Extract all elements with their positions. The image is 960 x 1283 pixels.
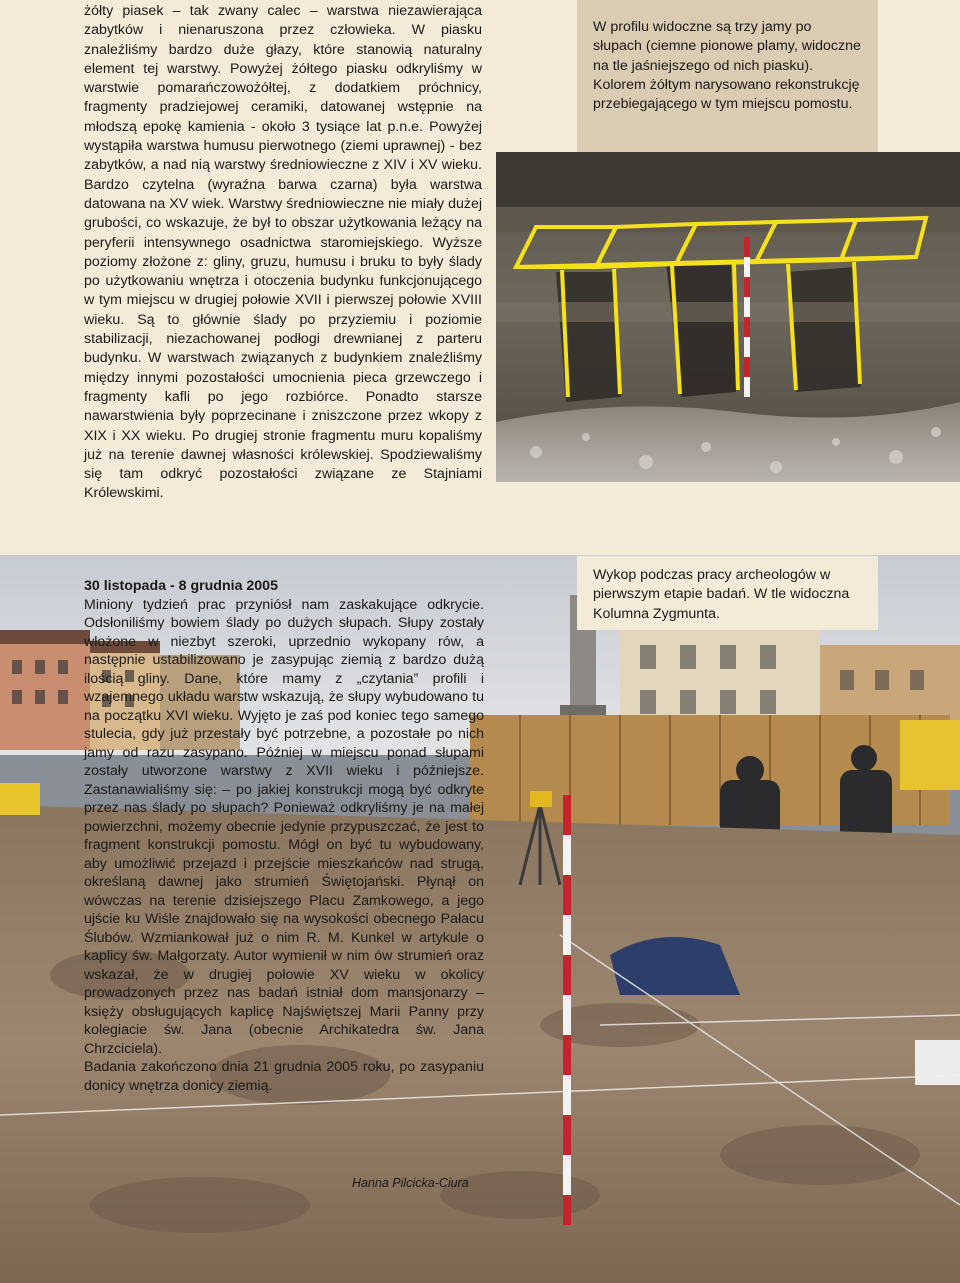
white-bucket <box>915 1040 960 1085</box>
photo-profile-drawing <box>496 152 960 482</box>
post-pit-3 <box>786 267 861 392</box>
measuring-rod <box>744 237 750 397</box>
photo-excavation-profile <box>496 152 960 482</box>
caption-square-text: Wykop podczas pracy archeologów w pierwszym etapie badań. W tle widoczna Kolumna Zygmunta. <box>593 567 850 622</box>
level-instrument <box>530 791 552 807</box>
article-text-top <box>84 2 482 504</box>
caption-profile <box>577 0 878 152</box>
caption-profile-text: W profilu widoczne są trzy jamy po słupach (ciemne pionowe plamy, widoczne na tle jaśniejszego od nich piasku). Kolorem żółtym narysowano rekonstrukcję przebiegającego w tym miejscu pomostu. <box>593 19 861 113</box>
ranging-pole <box>563 795 571 1225</box>
paragraph-conclusion: Badania zakończono dnia 21 grudnia 2005 roku, po zasypaniu donicy wnętrza donicy ziemią. <box>84 1059 484 1094</box>
yellow-box-left <box>0 783 40 815</box>
yellow-sign <box>900 720 960 790</box>
paragraph-posts: Miniony tydzień prac przyniósł nam zaskakujące odkrycie. Odsłoniliśmy bowiem ślady po dużych słupach. Słupy zostały włożone w niezbyt szeroki, uprzednio wykopany rów, a następnie ustabilizowano je zasypując ziemią z bardzo dużą ilością gliny. Dane, które mamy z „czytania” profili i wzajemnego układu warstw wskazują, że słupy wybudowano tu na początku XVI wieku. Wyjęto je zaś pod koniec tego samego stulecia, gdy już przestały być potrzebne, a pozostałe po nich jamy od razu zasypano. Później w miejscu ponad słupami zostały utworzone warstwy z XVII wieku i późniejsze. Zastanawialiśmy się: – po jakiej konstrukcji mogą być odkryte przez nas ślady po słupach? Ponieważ odkryliśmy je na małej powierzchni, możemy obecnie jedynie przypuszczać, że jest to fragment konstrukcji pomostu. Mógł on być tu wybudowany, aby umożliwić przejazd i przejście mieszkańców nad strugą, określaną dawnej jako strumień Świętojański. Płynął on wówczas na terenie dzisiejszego Placu Zamkowego, a jego ujście ku Wiśle znajdowało się na wysokości obecnego Pałacu Ślubów. Wzmiankował już o nim R. M. Kunkel w artykule o kaplicy św. Małgorzaty. Autor wymienił w nim ów strumień oraz wskazał, że w drugiej połowie XV wieku w okolicy prowadzonych przez nas badań istniał dom mansjonarzy – księży obsługujących kaplicę Najświętszej Marii Panny przy kolegiacie św. Jana (obecnie Archikatedra św. Jana Chrzciciela). <box>84 596 484 1057</box>
author-signature: Hanna Pilcicka-Ciura <box>352 1176 469 1190</box>
caption-square <box>577 556 878 630</box>
paragraph-layers: żółty piasek – tak zwany calec – warstwa niezawierająca zabytków i nienaruszona przez człowieka. W piasku znaleźliśmy bardzo duże głazy, które stanowią naturalny element tej warstwy. Powyżej żółtego piasku odkryliśmy w warstwie pomarańczowożółtej, z dodatkiem próchnicy, fragmenty pradziejowej ceramiki, datowanej wstępnie na młodszą epokę kamienia - około 3 tysiące lat p.n.e. Powyżej wystąpiła warstwa humusu pierwotnego (ziemi uprawnej) - bez zabytków, a nad nią warstwy średniowieczne z XIV i XV wieku. Bardzo czytelna (wyraźna barwa czarna) była warstwa datowana na XV wiek. Warstwy średniowieczne nie miały dużej grubości, co wskazuje, że był to obszar użytkowania leżący na peryferii intensywnego osadnictwa staromiejskiego. Wyższe poziomy złożone z: gliny, gruzu, humusu i bruku to były ślady po użytkowaniu wnętrza i otoczenia budynku funkcjonującego w tym miejscu w drugiej połowie XVII i pierwszej połowie XVIII wieku. Są to głównie ślady po przyziemiu i poziomie stabilizacji, niezachowanej podłogi drewnianej z parteru budynku. W warstwach związanych z budynkiem znaleźliśmy między innymi pozostałości umocnienia pieca grzewczego i fragmenty kafli po jego rozbiórce. Ponadto starsze nawarstwienia były poprzecinane i zniszczone przez wkopy z XIX i XX wieku. Po drugiej stronie fragmentu muru kopaliśmy już na terenie dawnej własności królewskiej. Spodziewaliśmy się tam odkryć pozostałości związane ze Stajniami Królewskimi. <box>84 3 482 502</box>
section-heading: 30 listopada - 8 grudnia 2005 <box>84 578 278 594</box>
article-text-bottom <box>84 577 484 1095</box>
